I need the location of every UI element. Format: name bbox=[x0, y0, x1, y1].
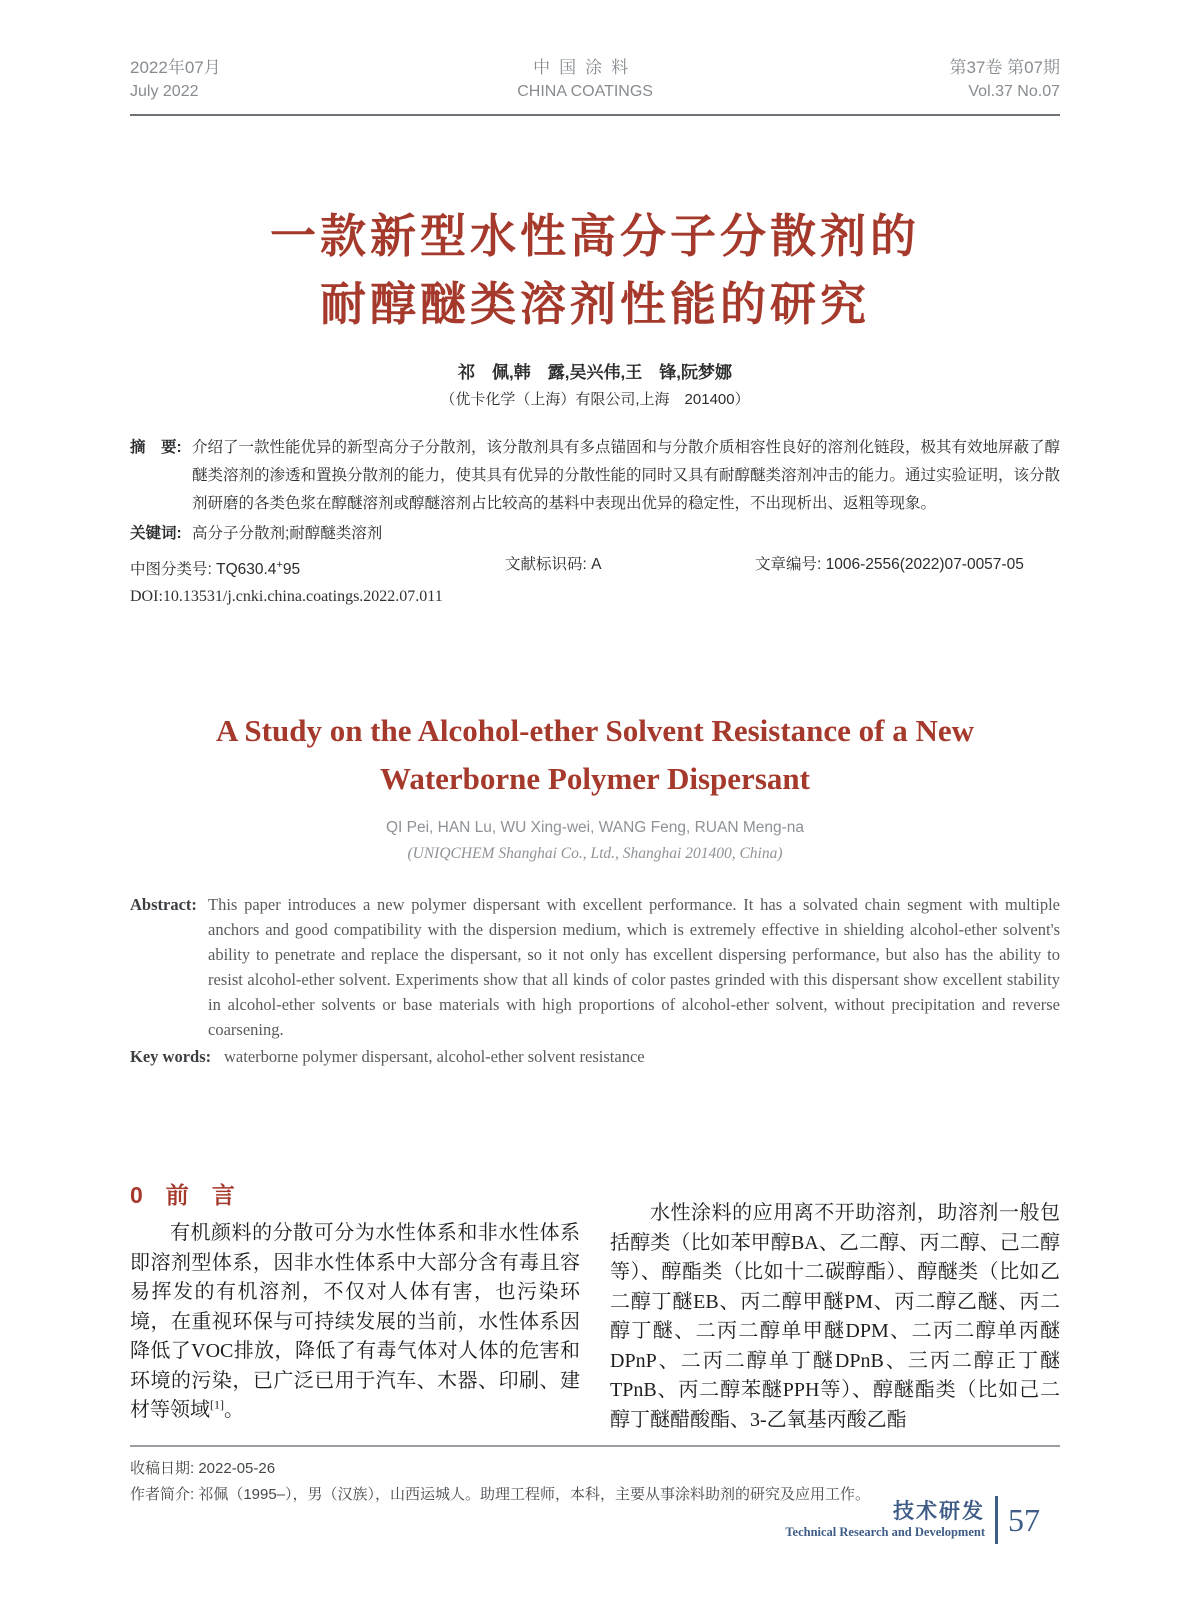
abstract-cn-text: 介绍了一款性能优异的新型高分子分散剂，该分散剂具有多点锚固和与分散介质相容性良好的溶剂化链段，极其有效地屏蔽了醇醚类溶剂的渗透和置换分散剂的能力，使其具有优异的分散性能的同时又具有耐醇醚类溶剂冲击的能力。通过实验证明，该分散剂研磨的各类色浆在醇醚溶剂或醇醚溶剂占比较高的基料中表现出优异的稳定性，不出现析出、返粗等现象。 bbox=[192, 439, 1061, 512]
article-id: 文章编号: 1006-2556(2022)07-0057-05 bbox=[755, 556, 1024, 573]
clc-number-tail: 95 bbox=[282, 561, 301, 579]
footer-section-cn: 技术研发 bbox=[893, 1500, 985, 1523]
abstract-en-text: This paper introduces a new polymer dispersant with excellent performance. It has a solvated chain segment with multiple anchors and good compatibility with the dispersion medium, which is extremely effective in shielding alcohol-ether solvent's ability to penetrate and replace the dispersant, so it not only has excellent dispersing performance, but also has the ability to resist alcohol-ether solvent. Experiments show that all kinds of color pastes grinded with this dispersant show excellent stability in alcohol-ether solvents or base materials with high proportions of alcohol-ether solvent, without precipitation and reverse coarsening. bbox=[208, 895, 1060, 1040]
left-column bbox=[130, 1179, 580, 1435]
article-title-cn-line1: 一款新型水性高分子分散剂的 bbox=[270, 210, 920, 262]
reference-1-marker: [1] bbox=[210, 1397, 224, 1412]
author-bio-note: 作者简介: 祁佩（1995–），男（汉族），山西运城人。助理工程师，本科，主要从事涂料助剂的研究及应用工作。 bbox=[130, 1486, 871, 1504]
cosolvent-paragraph: 水性涂料的应用离不开助溶剂，助溶剂一般包括醇类（比如苯甲醇BA、乙二醇、丙二醇、己二醇等）、醇酯类（比如十二碳醇酯）、醇醚类（比如乙二醇丁醚EB、丙二醇甲醚PM、丙二醇乙醚、丙二醇丁醚、二丙二醇单甲醚DPM、二丙二醇单丙醚DPnP、二丙二醇单丁醚DPnB、三丙二醇正丁醚TPnB、丙二醇苯醚PPH等）、醇醚酯类（比如己二醇丁醚醋酸酯、3-乙氧基丙酸乙酯 bbox=[610, 1202, 1060, 1431]
footer-section-name bbox=[785, 1500, 995, 1540]
section-0-heading: 0 前 言 bbox=[130, 1182, 235, 1209]
keywords-cn-text: 高分子分散剂;耐醇醚类溶剂 bbox=[192, 525, 383, 542]
affiliation-en: (UNIQCHEM Shanghai Co., Ltd., Shanghai 201400, China) bbox=[407, 845, 783, 863]
article-title-en bbox=[130, 707, 1060, 803]
intro-paragraph bbox=[130, 1219, 580, 1426]
header-date bbox=[130, 56, 221, 104]
keywords-en-label: Key words: bbox=[130, 1047, 212, 1067]
footer-section-en: Technical Research and Development bbox=[785, 1525, 985, 1539]
authors-cn: 祁 佩,韩 露,吴兴伟,王 锋,阮梦娜 bbox=[458, 363, 732, 382]
article-title-cn bbox=[130, 202, 1060, 338]
right-column bbox=[610, 1179, 1060, 1435]
header-date-en: July 2022 bbox=[130, 83, 199, 100]
clc-number bbox=[130, 552, 505, 583]
article-title-cn-line2: 耐醇醚类溶剂性能的研究 bbox=[320, 278, 870, 330]
abstract-en-label: Abstract: bbox=[130, 895, 197, 915]
clc-number-base: 中图分类号: TQ630.4 bbox=[130, 561, 277, 579]
classification-row bbox=[130, 552, 1060, 583]
abstract-cn-label: 摘 要: bbox=[130, 439, 182, 456]
authors-en: QI Pei, HAN Lu, WU Xing-wei, WANG Feng, RUAN Meng-na bbox=[385, 819, 805, 837]
header-issue bbox=[949, 56, 1060, 104]
keywords-en-text: waterborne polymer dispersant, alcohol-ether solvent resistance bbox=[224, 1047, 645, 1067]
intro-paragraph-tail: 。 bbox=[224, 1399, 244, 1422]
header-journal-cn: 中国涂料 bbox=[533, 58, 638, 77]
keywords-en-row bbox=[130, 1044, 1060, 1069]
header-issue-cn: 第37卷 第07期 bbox=[949, 58, 1060, 77]
received-date-note: 收稿日期: 2022-05-26 bbox=[130, 1460, 276, 1478]
doi-line: DOI:10.13531/j.cnki.china.coatings.2022.07.011 bbox=[130, 588, 443, 606]
page-footer bbox=[785, 1496, 1040, 1544]
body-columns bbox=[130, 1179, 1060, 1435]
abstract-cn-block bbox=[130, 434, 1060, 518]
document-code: 文献标识码: A bbox=[505, 556, 602, 573]
intro-paragraph-text: 有机颜料的分散可分为水性体系和非水性体系即溶剂型体系，因非水性体系中大部分含有毒且容易挥发的有机溶剂，不仅对人体有害，也污染环境，在重视环保与可持续发展的当前，水性体系因降低了VOC排放，降低了有毒气体对人体的危害和环境的污染，已广泛已用于汽车、木器、印刷、建材等领域 bbox=[130, 1222, 580, 1422]
affiliation-cn: （优卡化学（上海）有限公司,上海 201400） bbox=[440, 391, 750, 408]
header-journal-en: CHINA COATINGS bbox=[517, 83, 653, 100]
header-date-cn: 2022年07月 bbox=[130, 58, 221, 77]
article-title-en-line2: Waterborne Polymer Dispersant bbox=[380, 761, 810, 797]
keywords-cn-row bbox=[130, 520, 1060, 548]
abstract-en-block bbox=[130, 892, 1060, 1042]
header-issue-en: Vol.37 No.07 bbox=[968, 83, 1060, 100]
keywords-cn-label: 关键词: bbox=[130, 525, 182, 542]
journal-header bbox=[130, 56, 1060, 116]
page-number: 57 bbox=[1008, 1502, 1040, 1538]
article-title-en-line1: A Study on the Alcohol-ether Solvent Resistance of a New bbox=[215, 713, 975, 749]
clc-number-sup: + bbox=[276, 559, 283, 571]
header-journal bbox=[517, 56, 653, 104]
